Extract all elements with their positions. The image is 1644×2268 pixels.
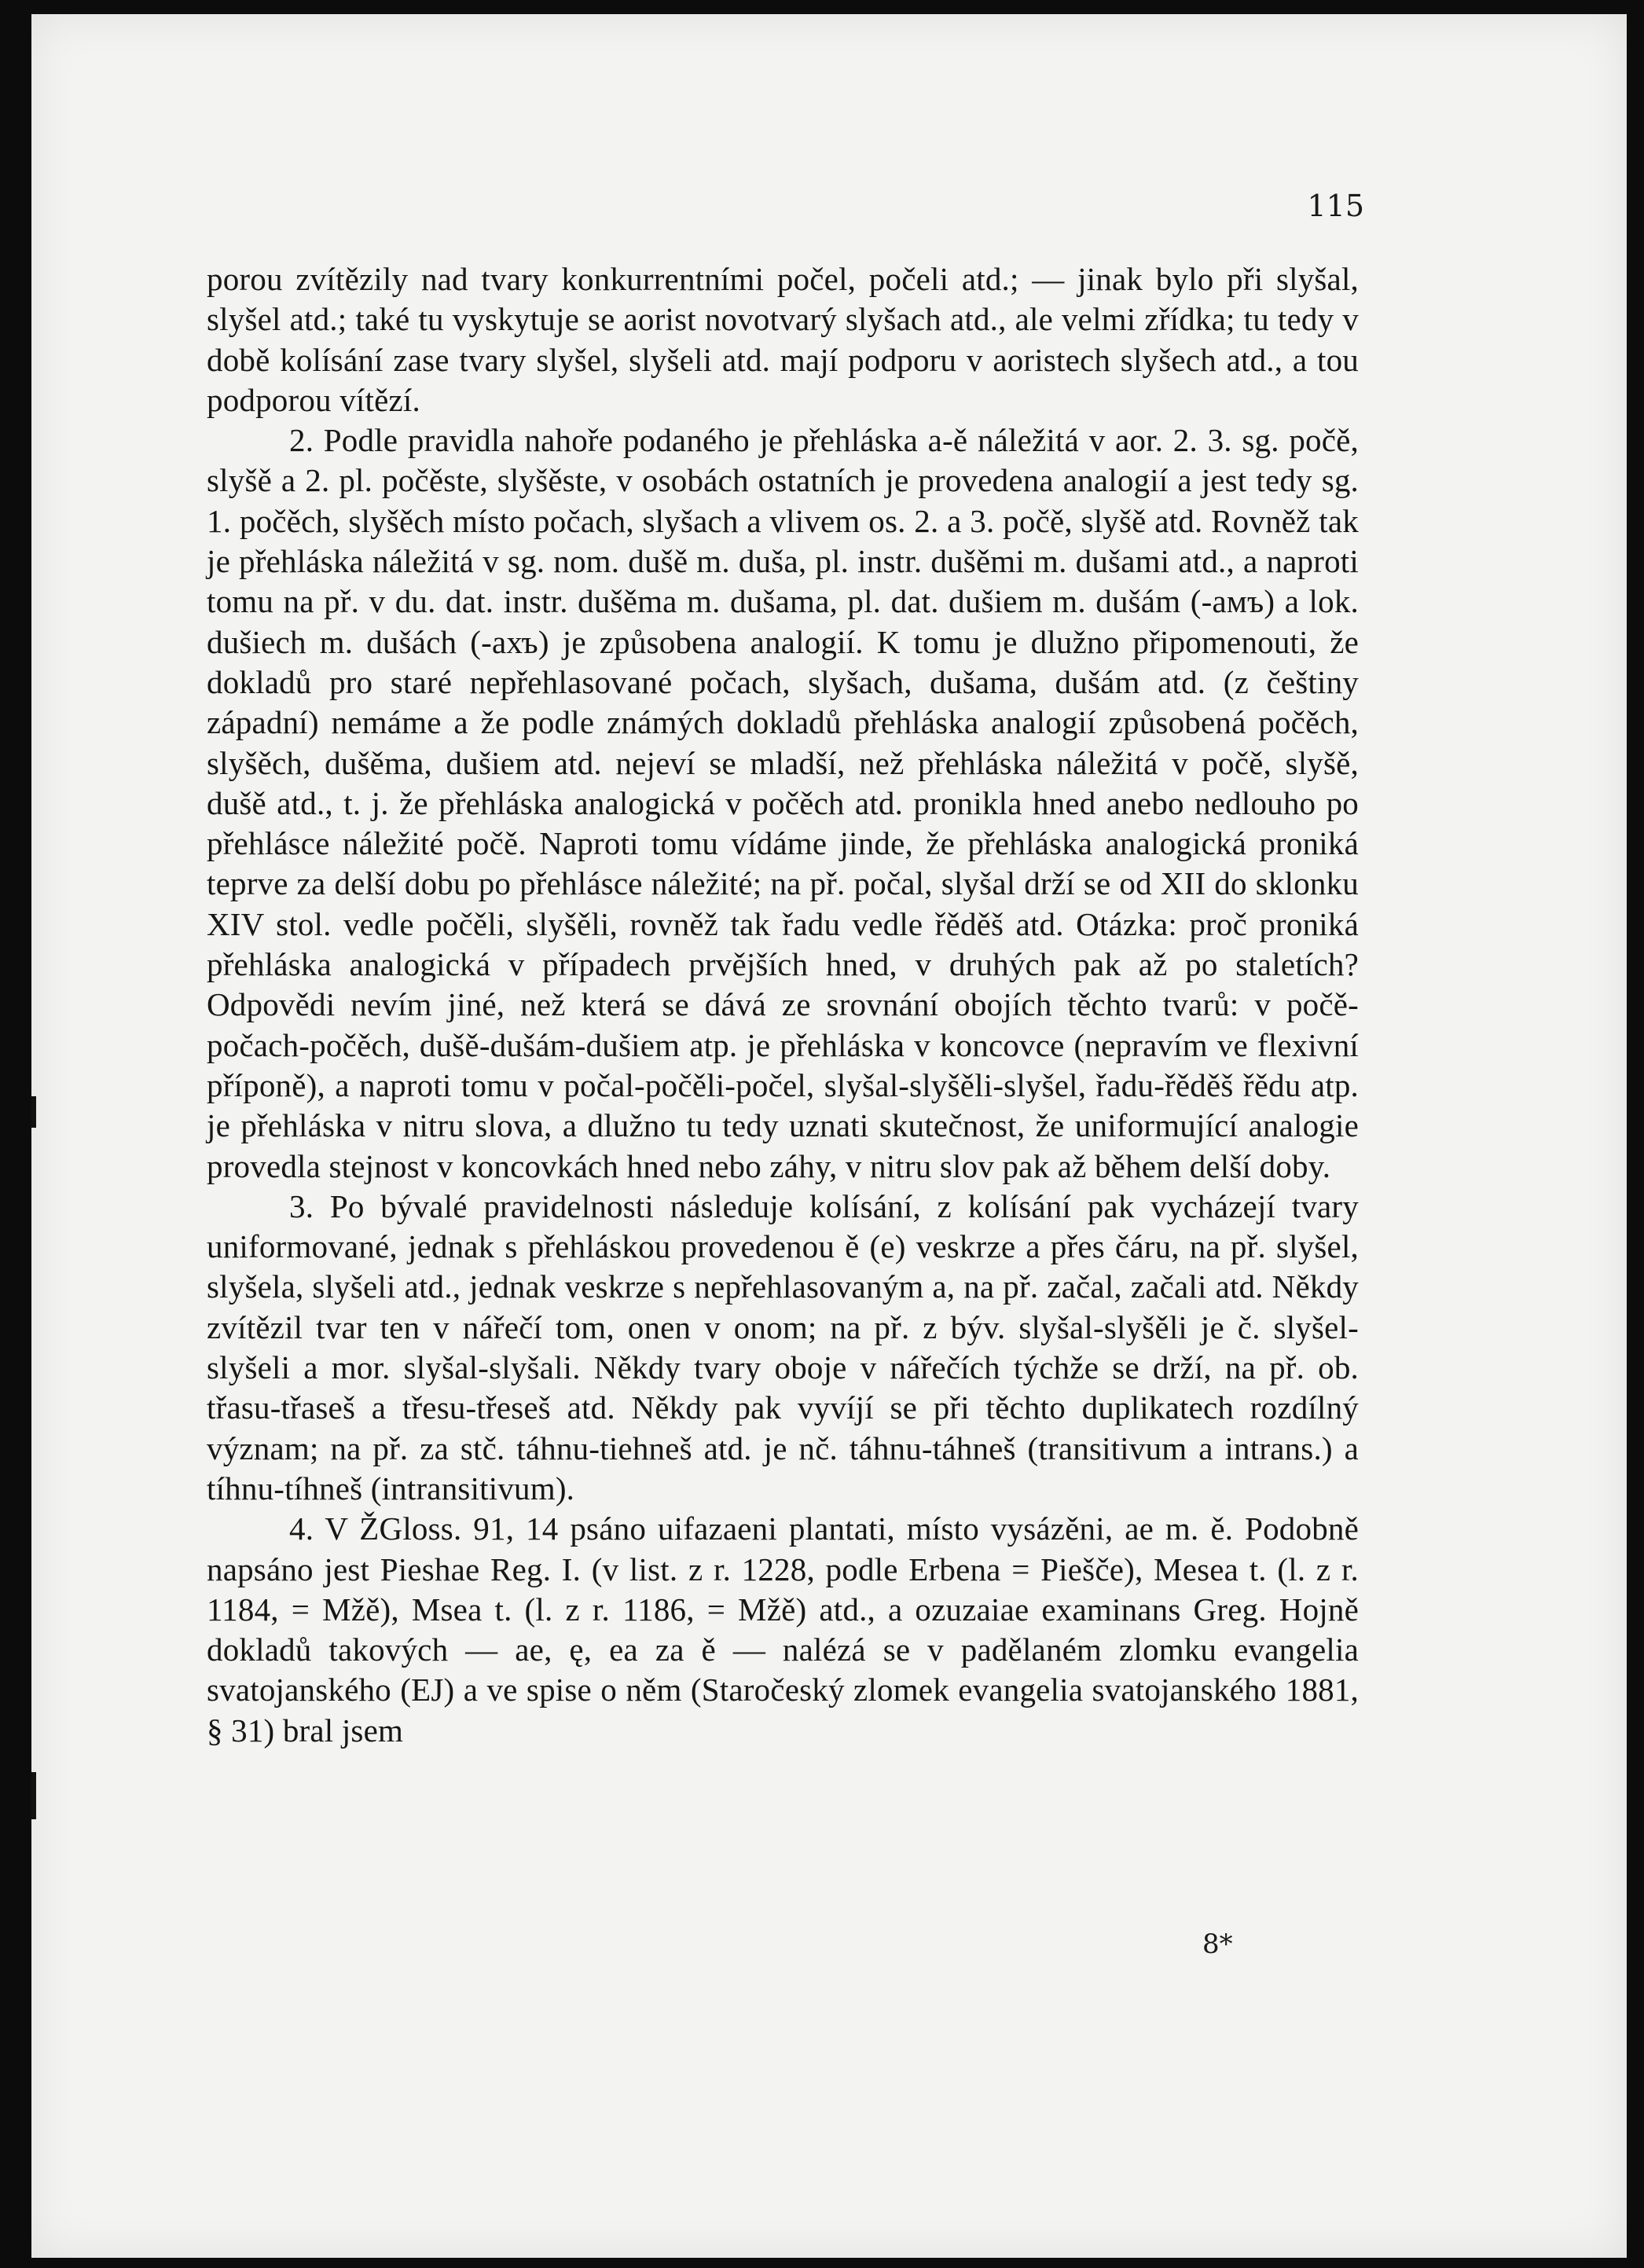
body-text [207,259,1359,1751]
scan-edge-mark [31,1772,36,1819]
paragraph: 3. Po bývalé pravidelnosti následuje kolísání, z kolísání pak vycházejí tvary uniformované, jednak s přehláskou provedenou ě (e) veskrze a přes čáru, na př. slyšel, slyšela, slyšeli atd., jednak veskrze s nepřehlasovaným a, na př. začal, začali atd. Někdy zvítězil tvar ten v nářečí tom, onen v onom; na př. z býv. slyšal-slyšěli je č. slyšel-slyšeli a mor. slyšal-slyšali. Někdy tvary oboje v nářečích týchže se drží, na př. ob. třasu-třaseš a třesu-třeseš atd. Někdy pak vyvíjí se při těchto duplikatech rozdílný význam; na př. za stč. táhnu-tiehneš atd. je nč. táhnu-táhneš (transitivum a intrans.) a tíhnu-tíhneš (intransitivum). [207,1187,1359,1506]
paragraph: porou zvítězily nad tvary konkurrentními počel, počeli atd.; — jinak bylo při slyšal, slyšel atd.; také tu vyskytuje se aorist novotvarý slyšach atd., ale velmi zřídka; tu tedy v době kolísání zase tvary slyšel, slyšeli atd. mají podporu v aoristech slyšech atd., a tou podporou vítězí. [207,261,1359,418]
paragraph: 2. Podle pravidla nahoře podaného je přehláska a-ě náležitá v aor. 2. 3. sg. počě, slyšě a 2. pl. počěste, slyšěste, v osobách ostatních je provedena analogií a jest tedy sg. 1. počěch, slyšěch místo počach, slyšach a vlivem os. 2. a 3. počě, slyšě atd. Rovněž tak je přehláska náležitá v sg. nom. dušě m. duša, pl. instr. dušěmi m. dušami atd., a naproti tomu na př. v du. dat. instr. dušěma m. dušama, pl. dat. dušiem m. dušám (-амъ) a lok. dušiech m. dušách (-ахъ) je způsobena analogií. K tomu je dlužno připomenouti, že dokladů pro staré nepřehlasované počach, slyšach, dušama, dušám atd. (z češtiny západní) nemáme a že podle známých dokladů přehláska analogií způsobená počěch, slyšěch, dušěma, dušiem atd. nejeví se mladší, než přehláska náležitá v počě, slyšě, dušě atd., t. j. že přehláska analogická v počěch atd. pronikla hned anebo nedlouho po přehlásce náležité počě. Naproti tomu vídáme jinde, že přehláska analogická proniká teprve za delší dobu po přehlásce náležité; na př. počal, slyšal drží se od XII do sklonku XIV stol. vedle počěli, slyšěli, rovněž tak řadu vedle řěděš atd. Otázka: proč proniká přehláska analogická v případech prvějších hned, v druhých pak až po staletích? Odpovědi nevím jiné, než která se dává ze srovnání obojích těchto tvarů: v počě-počach-počěch, dušě-dušám-dušiem atp. je přehláska v koncovce (nepravím ve flexivní příponě), a naproti tomu v počal-počěli-počel, slyšal-slyšěli-slyšel, řadu-řěděš řědu atp. je přehláska v nitru slova, a dlužno tu tedy uznati skutečnost, že uniformující analogie provedla stejnost v koncovkách hned nebo záhy, v nitru slov pak až během delší doby. [207,422,1359,1184]
page-number: 115 [1307,189,1364,223]
signature-mark: 8* [1202,1929,1233,1960]
scan-edge-mark [31,1096,36,1128]
paragraph: 4. V ŽGloss. 91, 14 psáno uifazaeni plantati, místo vysázěni, ae m. ě. Podobně napsáno jest Pieshae Reg. I. (v list. z r. 1228, podle Erbena = Piešče), Mesea t. (l. z r. 1184, = Mžě), Msea t. (l. z r. 1186, = Mžě) atd., a ozuzaiae examinans Greg. Hojně dokladů takových — ae, ę, ea za ě — nalézá se v padělaném zlomku evangelia svatojanského (EJ) a ve spise o něm (Staročeský zlomek evangelia svatojanského 1881, § 31) bral jsem [207,1510,1359,1749]
book-page [31,14,1627,2258]
